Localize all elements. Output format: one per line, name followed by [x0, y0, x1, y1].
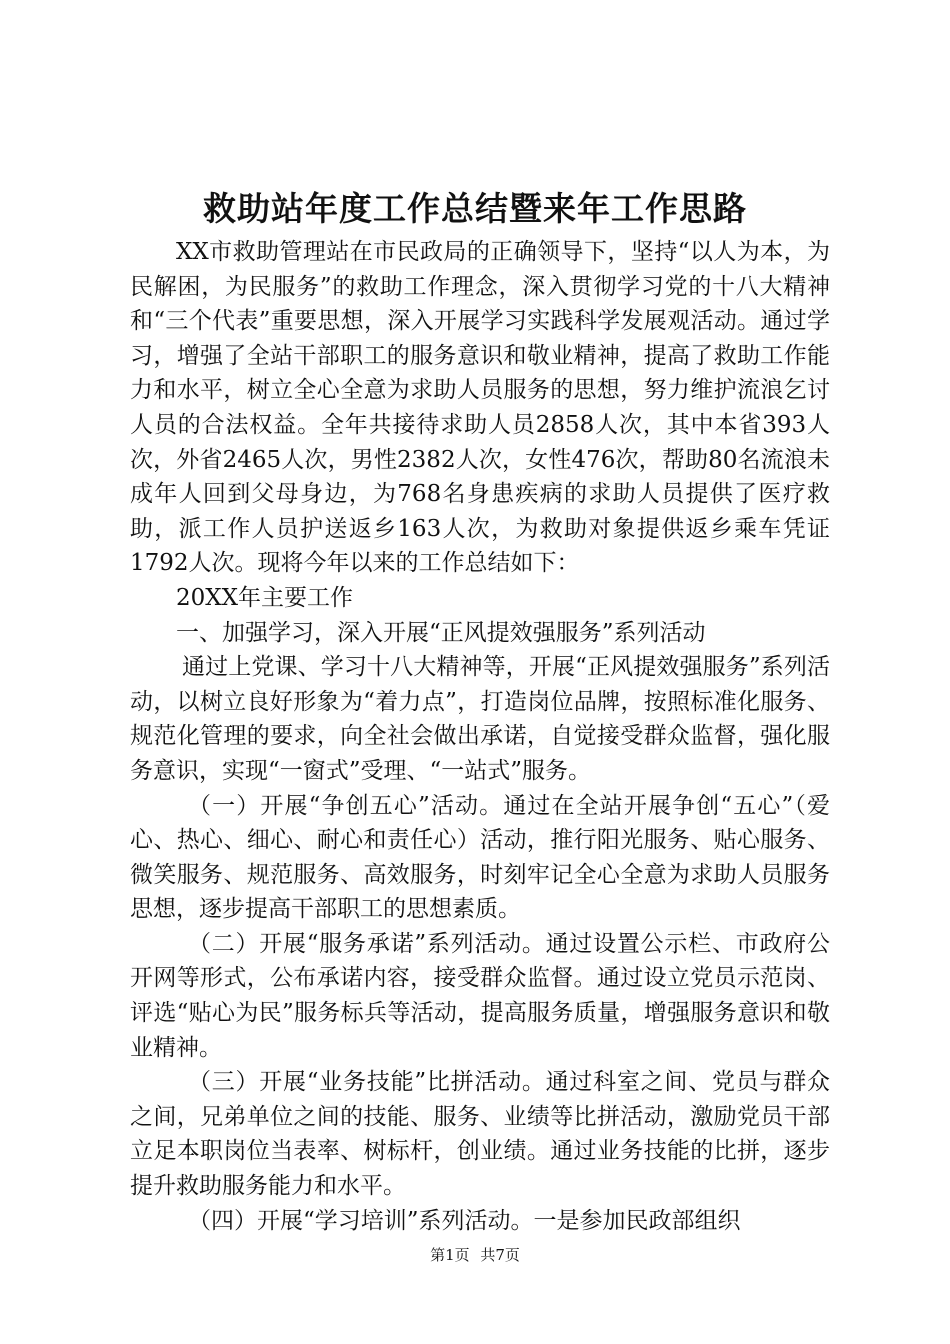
paragraph-heading-1: 一、加强学习，深入开展“正风提效强服务”系列活动	[176, 619, 706, 646]
document-body	[130, 235, 830, 1238]
paragraph-item-2: （二）开展“服务承诺”系列活动。通过设置公示栏、市政府公开网等形式，公布承诺内容，接受群众监督。通过设立党员示范岗、评选“贴心为民”服务标兵等活动，提高服务质量，增强服务意识和敬业精神。	[130, 930, 830, 1061]
page-number: 第1页	[430, 1246, 470, 1264]
paragraph-item-3: （三）开展“业务技能”比拼活动。通过科室之间、党员与群众之间，兄弟单位之间的技能、服务、业绩等比拼活动，激励党员干部立足本职岗位当表率、树标杆，创业绩。通过业务技能的比拼，逐步提升救助服务能力和水平。	[130, 1069, 830, 1200]
paragraph-item-4: （四）开展“学习培训”系列活动。一是参加民政部组织	[188, 1207, 741, 1234]
document-title: 救助站年度工作总结暨来年工作思路	[203, 189, 747, 228]
paragraph-section-heading: 20XX年主要工作	[176, 584, 354, 611]
paragraph-item-1: （一）开展“争创五心”活动。通过在全站开展争创“五心”（爱心、热心、细心、耐心和责任心）活动，推行阳光服务、贴心服务、微笑服务、规范服务、高效服务，时刻牢记全心全意为求助人员服务思想，逐步提高干部职工的思想素质。	[130, 792, 830, 923]
page-total: 共7页	[480, 1246, 520, 1264]
paragraph-intro: XX市救助管理站在市民政局的正确领导下，坚持“以人为本，为民解困，为民服务”的救助工作理念，深入贯彻学习党的十八大精神和“三个代表”重要思想，深入开展学习实践科学发展观活动。通过学习，增强了全站干部职工的服务意识和敬业精神，提高了救助工作能力和水平，树立全心全意为求助人员服务的思想，努力维护流浪乞讨人员的合法权益。全年共接待求助人员2858人次，其中本省393人次，外省2465人次，男性2382人次，女性476次，帮助80名流浪未成年人回到父母身边，为768名身患疾病的求助人员提供了医疗救助，派工作人员护送返乡163人次，为救助对象提供返乡乘车凭证1792人次。现将今年以来的工作总结如下：	[130, 239, 830, 577]
paragraph-activities: 通过上党课、学习十八大精神等，开展“正风提效强服务”系列活动，以树立良好形象为“着力点”，打造岗位品牌，按照标准化服务、规范化管理的要求，向全社会做出承诺，自觉接受群众监督，强化服务意识，实现“一窗式”受理、“一站式”服务。	[130, 654, 830, 784]
page-footer	[0, 1245, 950, 1265]
